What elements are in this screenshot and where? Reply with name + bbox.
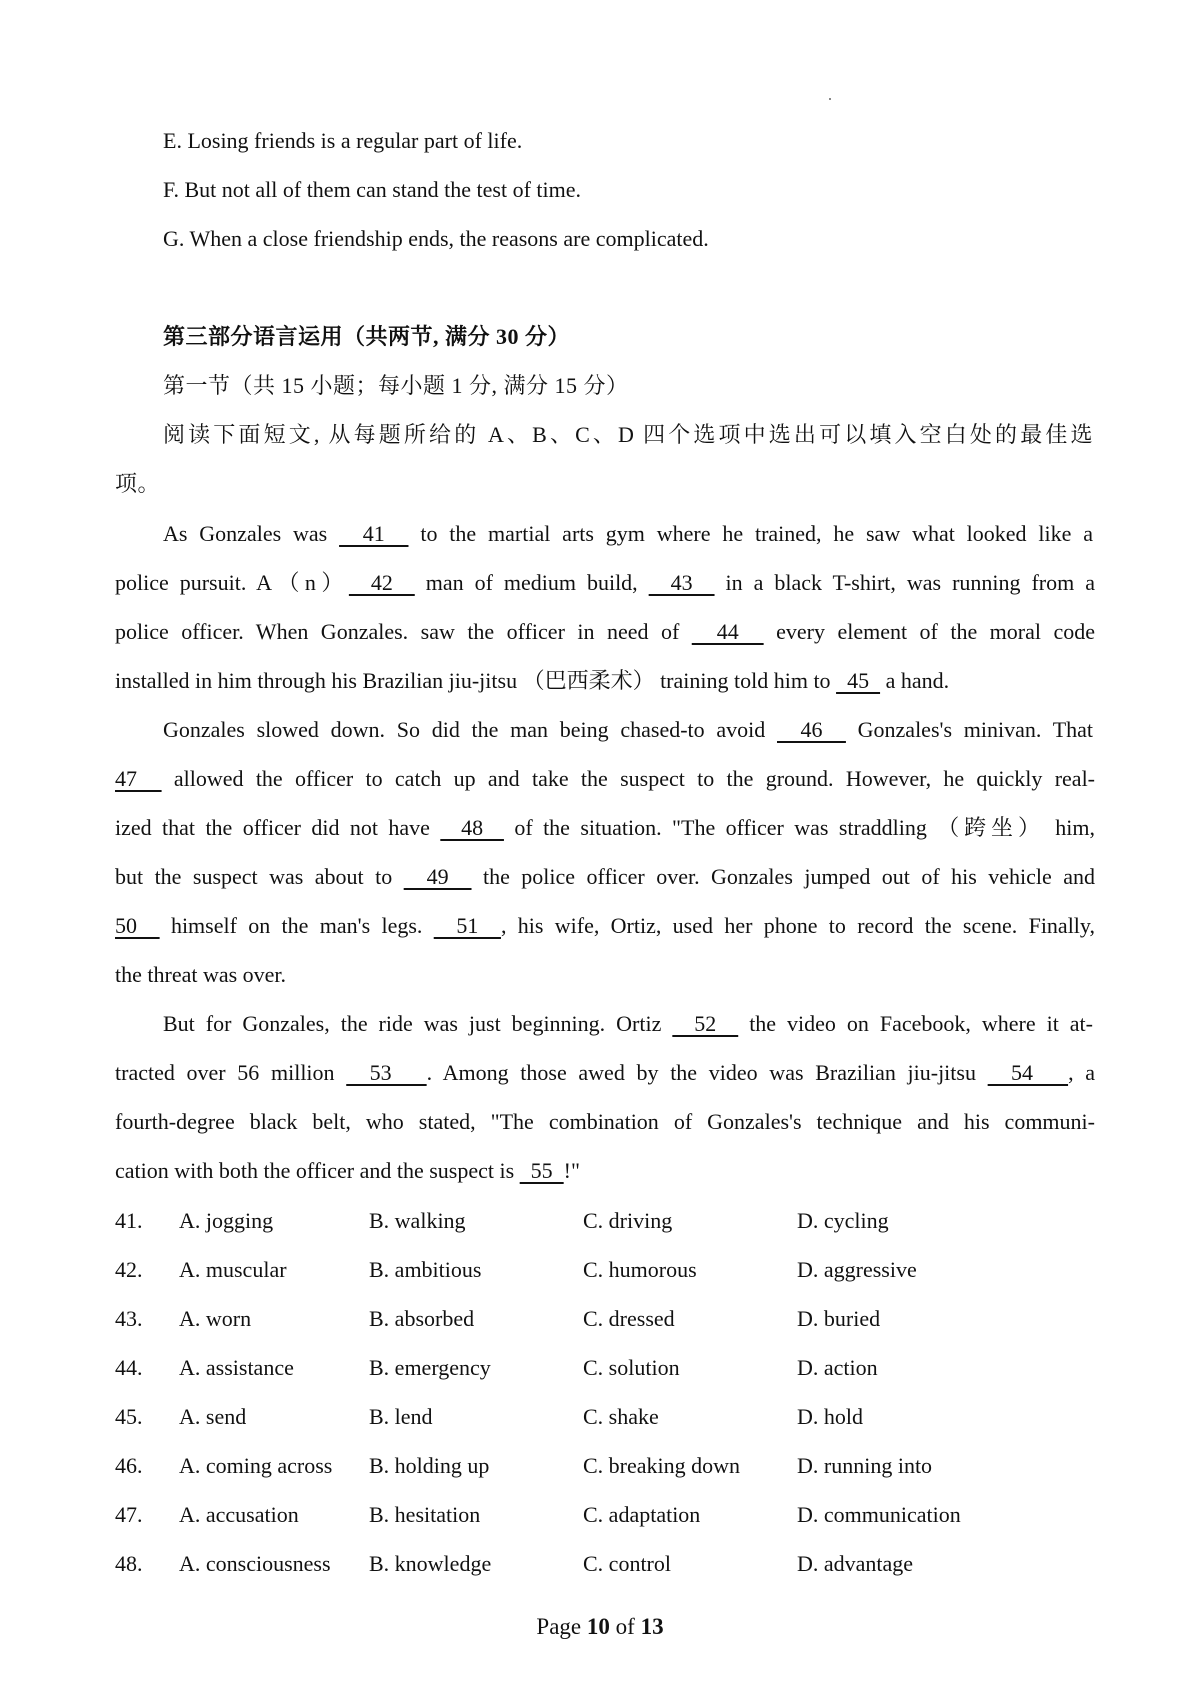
question-row (115, 1402, 1105, 1432)
option-b[interactable]: B. ambitious (369, 1257, 482, 1282)
passage-line: 47 allowed the officer to catch up and take the suspect to the ground. However, he quickly real- (115, 766, 1096, 791)
question-number: 48. (115, 1551, 143, 1576)
option-b[interactable]: B. emergency (369, 1355, 491, 1380)
question-number: 41. (115, 1208, 143, 1233)
question-number: 46. (115, 1453, 143, 1478)
question-row (115, 1500, 1105, 1530)
instruction-line-1: 阅读下面短文, 从每题所给的 A、B、C、D 四个选项中选出可以填入空白处的最佳选 (163, 422, 1093, 447)
option-b[interactable]: B. walking (369, 1208, 466, 1233)
question-number: 45. (115, 1404, 143, 1429)
blank-42[interactable]: 42 (348, 570, 415, 595)
passage-line: installed in him through his Brazilian jiu-jitsu （巴西柔术） training told him to 45 a hand. (115, 668, 950, 693)
option-d[interactable]: D. action (797, 1355, 878, 1380)
option-c[interactable]: C. adaptation (583, 1502, 701, 1527)
question-number: 47. (115, 1502, 143, 1527)
passage-line: tracted over 56 million 53 . Among those awed by the video was Brazilian jiu-jitsu 54 , a (115, 1060, 1096, 1085)
option-c[interactable]: C. driving (583, 1208, 673, 1233)
blank-44[interactable]: 44 (691, 619, 764, 644)
blank-48[interactable]: 48 (440, 815, 504, 840)
passage-line: cation with both the officer and the suspect is 55 !" (115, 1158, 580, 1183)
passage-line: ized that the officer did not have 48 of the situation. "The officer was straddling （跨坐） him, (115, 815, 1095, 840)
question-row (115, 1206, 1105, 1236)
option-a[interactable]: A. jogging (179, 1208, 274, 1233)
option-c[interactable]: C. shake (583, 1404, 659, 1429)
option-a[interactable]: A. coming across (179, 1453, 333, 1478)
passage-line: As Gonzales was 41 to the martial arts gym where he trained, he saw what looked like a (163, 521, 1094, 546)
question-number: 42. (115, 1257, 143, 1282)
option-b[interactable]: B. absorbed (369, 1306, 475, 1331)
option-c[interactable]: C. control (583, 1551, 671, 1576)
option-d[interactable]: D. running into (797, 1453, 933, 1478)
option-c[interactable]: C. breaking down (583, 1453, 741, 1478)
option-a[interactable]: A. accusation (179, 1502, 299, 1527)
blank-50[interactable]: 50 (115, 913, 160, 938)
blank-55[interactable]: 55 (519, 1158, 564, 1183)
passage-line: but the suspect was about to 49 the police officer over. Gonzales jumped out of his vehicle and (115, 864, 1095, 889)
option-c[interactable]: C. solution (583, 1355, 680, 1380)
blank-45[interactable]: 45 (836, 668, 881, 693)
page-total: 13 (640, 1614, 664, 1639)
page-footer: Page 10 of 13 (536, 1614, 664, 1639)
passage-line: But for Gonzales, the ride was just beginning. Ortiz 52 the video on Facebook, where it at- (163, 1011, 1093, 1036)
option-d[interactable]: D. advantage (797, 1551, 914, 1576)
question-row (115, 1255, 1105, 1285)
blank-54[interactable]: 54 (987, 1060, 1069, 1085)
option-d[interactable]: D. hold (797, 1404, 863, 1429)
passage-line: Gonzales slowed down. So did the man being chased-to avoid 46 Gonzales's minivan. That (163, 717, 1094, 742)
blank-46[interactable]: 46 (777, 717, 846, 742)
option-a[interactable]: A. worn (179, 1306, 252, 1331)
blank-43[interactable]: 43 (648, 570, 715, 595)
passage-line: the threat was over. (115, 962, 287, 987)
blank-51[interactable]: 51 (433, 913, 501, 938)
option-b[interactable]: B. holding up (369, 1453, 490, 1478)
option-a[interactable]: A. consciousness (179, 1551, 331, 1576)
section-title: 第三部分语言运用（共两节, 满分 30 分） (163, 324, 571, 349)
option-a[interactable]: A. assistance (179, 1355, 294, 1380)
passage-line: 50 himself on the man's legs. 51 , his wife, Ortiz, used her phone to record the scene. Finally, (115, 913, 1095, 938)
passage-line: fourth-degree black belt, who stated, "The combination of Gonzales's technique and his communi- (115, 1109, 1095, 1134)
blank-49[interactable]: 49 (403, 864, 472, 889)
option-d[interactable]: D. buried (797, 1306, 881, 1331)
passage-line: police pursuit. A（n） 42 man of medium build, 43 in a black T-shirt, was running from a (115, 570, 1095, 595)
option-b[interactable]: B. lend (369, 1404, 433, 1429)
question-row (115, 1549, 1105, 1579)
question-row (115, 1353, 1105, 1383)
blank-53[interactable]: 53 (346, 1060, 427, 1085)
option-c[interactable]: C. dressed (583, 1306, 675, 1331)
option-d[interactable]: D. communication (797, 1502, 961, 1527)
passage-line: police officer. When Gonzales. saw the officer in need of 44 every element of the moral code (115, 619, 1096, 644)
option-d[interactable]: D. cycling (797, 1208, 889, 1233)
option-d[interactable]: D. aggressive (797, 1257, 917, 1282)
instruction-line-2: 项。 (115, 471, 161, 496)
option-c[interactable]: C. humorous (583, 1257, 697, 1282)
blank-41[interactable]: 41 (339, 521, 409, 546)
option-g: G. When a close friendship ends, the reasons are complicated. (163, 226, 709, 251)
option-e: E. Losing friends is a regular part of life. (163, 128, 523, 153)
page-current: 10 (586, 1614, 610, 1639)
option-f: F. But not all of them can stand the test of time. (163, 177, 581, 202)
blank-47[interactable]: 47 (115, 766, 162, 791)
option-b[interactable]: B. knowledge (369, 1551, 492, 1576)
question-row (115, 1451, 1105, 1481)
section-subtitle: 第一节（共 15 小题；每小题 1 分, 满分 15 分） (163, 373, 629, 398)
scan-speck (829, 98, 831, 100)
blank-52[interactable]: 52 (672, 1011, 739, 1036)
question-number: 43. (115, 1306, 143, 1331)
question-row (115, 1304, 1105, 1334)
question-number: 44. (115, 1355, 143, 1380)
option-b[interactable]: B. hesitation (369, 1502, 481, 1527)
option-a[interactable]: A. send (179, 1404, 247, 1429)
option-a[interactable]: A. muscular (179, 1257, 287, 1282)
